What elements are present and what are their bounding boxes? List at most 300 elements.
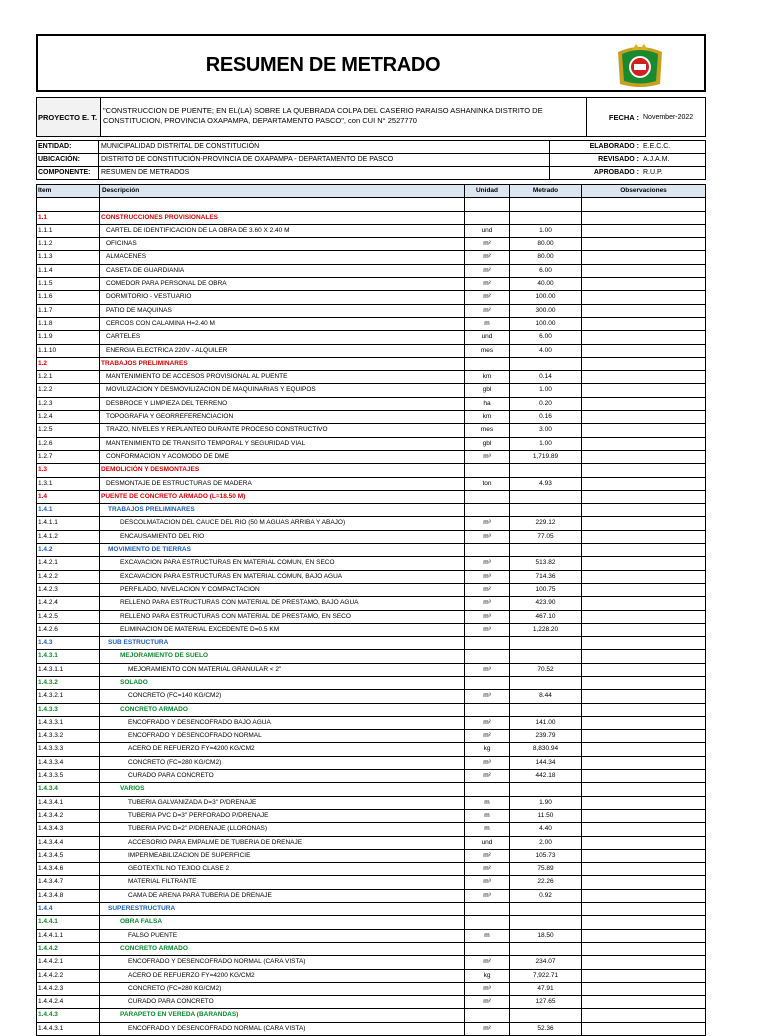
table-row	[37, 544, 705, 557]
row-description: CONSTRUCCIONES PROVISIONALES	[99, 212, 464, 224]
table-row	[37, 278, 705, 291]
row-observations	[581, 876, 705, 888]
row-observations	[581, 757, 705, 769]
row-description: PERFILADO, NIVELACION Y COMPACTACION	[99, 584, 464, 596]
table-row	[37, 876, 705, 889]
table-row	[37, 491, 705, 504]
row-unit: m²	[464, 265, 509, 277]
row-metrado: 0.16	[509, 411, 581, 423]
table-row	[37, 1009, 705, 1022]
row-observations	[581, 624, 705, 636]
table-row	[37, 571, 705, 584]
row-item: 1.1.4	[38, 266, 53, 274]
row-metrado: 3.00	[509, 424, 581, 436]
row-observations	[581, 424, 705, 436]
row-observations	[581, 345, 705, 357]
row-item: 1.1.10	[38, 346, 57, 354]
row-unit: m³	[464, 597, 509, 609]
row-description: ENERGIA ELECTRICA 220V - ALQUILER	[99, 345, 464, 357]
row-description: MOVILIZACION Y DESMOVILIZACION DE MAQUINARIAS Y EQUIPOS	[99, 384, 464, 396]
table-row	[37, 704, 705, 717]
row-item: 1.4.3.3.5	[38, 772, 64, 780]
row-observations	[581, 1023, 705, 1035]
table-row	[37, 837, 705, 850]
row-unit	[464, 903, 509, 915]
row-description: DORMITORIO - VESTUARIO	[99, 291, 464, 303]
table-row	[37, 265, 705, 278]
row-unit: m³	[464, 876, 509, 888]
row-item: 1.4.3.4.4	[38, 838, 64, 846]
row-observations	[581, 783, 705, 795]
row-item: 1.4.3	[38, 639, 53, 647]
document-sheet	[36, 34, 706, 1036]
row-observations	[581, 943, 705, 955]
row-item: 1.4.3.1	[38, 652, 58, 660]
row-metrado: 2.00	[509, 837, 581, 849]
row-metrado: 8,830.94	[509, 743, 581, 755]
table-row	[37, 411, 705, 424]
row-item: 1.4.3.3.2	[38, 732, 64, 740]
header-description: Descripción	[99, 185, 464, 197]
row-metrado: 100.00	[509, 291, 581, 303]
row-unit: m	[464, 823, 509, 835]
row-description: CARTELES	[99, 331, 464, 343]
row-metrado: 7,922.71	[509, 970, 581, 982]
table-row	[37, 783, 705, 796]
row-observations	[581, 358, 705, 370]
row-metrado: 1,228.20	[509, 624, 581, 636]
row-unit: m	[464, 930, 509, 942]
row-item: 1.3.1	[38, 479, 53, 487]
table-header	[37, 185, 705, 198]
row-unit	[464, 198, 509, 210]
table-row	[37, 611, 705, 624]
row-observations	[581, 983, 705, 995]
row-unit: mes	[464, 345, 509, 357]
table-row	[37, 504, 705, 517]
row-item: 1.4.3.3.1	[38, 718, 64, 726]
row-observations	[581, 916, 705, 928]
row-unit: und	[464, 331, 509, 343]
row-item: 1.4.2	[38, 546, 53, 554]
date-label: FECHA :	[586, 98, 641, 136]
row-metrado	[509, 504, 581, 516]
row-unit: kg	[464, 743, 509, 755]
row-unit	[464, 464, 509, 476]
info-right-value: A.J.A.M.	[643, 156, 670, 163]
row-unit	[464, 916, 509, 928]
row-unit	[464, 358, 509, 370]
row-item: 1.4.3.3.4	[38, 758, 64, 766]
info-label: ENTIDAD:	[37, 141, 99, 153]
row-description: DESMONTAJE DE ESTRUCTURAS DE MADERA	[99, 478, 464, 490]
row-description: TOPOGRAFIA Y GEORREFERENCIACION	[99, 411, 464, 423]
row-observations	[581, 384, 705, 396]
table-row	[37, 664, 705, 677]
row-description: EXCAVACION PARA ESTRUCTURAS EN MATERIAL COMUN, EN SECO	[99, 557, 464, 569]
row-item: 1.4.4.2.3	[38, 984, 64, 992]
row-item: 1.4.2.5	[38, 612, 58, 620]
row-observations	[581, 797, 705, 809]
row-metrado: 6.00	[509, 331, 581, 343]
row-metrado: 8.44	[509, 690, 581, 702]
row-unit: mes	[464, 424, 509, 436]
row-metrado	[509, 783, 581, 795]
table-row	[37, 464, 705, 477]
row-metrado: 1.00	[509, 225, 581, 237]
row-metrado: 100.00	[509, 318, 581, 330]
row-metrado: 234.07	[509, 956, 581, 968]
row-metrado: 141.00	[509, 717, 581, 729]
row-unit: m³	[464, 571, 509, 583]
row-item: 1.4.4.2	[38, 944, 58, 952]
row-unit: m	[464, 318, 509, 330]
row-observations	[581, 956, 705, 968]
row-metrado: 4.93	[509, 478, 581, 490]
row-description: CAMA DE ARENA PARA TUBERIA DE DRENAJE	[99, 890, 464, 902]
row-description: SUPERESTRUCTURA	[99, 903, 464, 915]
row-description: CERCOS CON CALAMINA H=2.40 M	[99, 318, 464, 330]
row-description: DESBROCE Y LIMPIEZA DEL TERRENO	[99, 398, 464, 410]
header-observations: Observaciones	[581, 185, 705, 197]
row-description: ACERO DE REFUERZO FY=4200 KG/CM2	[99, 970, 464, 982]
row-observations	[581, 464, 705, 476]
project-description: "CONSTRUCCION DE PUENTE; EN EL(LA) SOBRE LA QUEBRADA COLPA DEL CASERIO PARAISO ASHANINKA DISTRITO DE CONSTITUCION, PROVINCIA OXAPAMPA, DEPARTAMENTO PASCO", con CUI N° 2527770	[103, 106, 543, 125]
row-metrado: 423.90	[509, 597, 581, 609]
row-unit: m²	[464, 717, 509, 729]
row-description: CONCRETO (FC=280 KG/CM2)	[99, 757, 464, 769]
table-row	[37, 291, 705, 304]
info-right-value: R.U.P.	[643, 169, 663, 176]
row-unit: und	[464, 225, 509, 237]
row-unit: m³	[464, 531, 509, 543]
row-observations	[581, 305, 705, 317]
row-description: OFICINAS	[99, 238, 464, 250]
table-row	[37, 956, 705, 969]
row-observations	[581, 611, 705, 623]
row-observations	[581, 650, 705, 662]
row-metrado	[509, 916, 581, 928]
row-metrado: 52.36	[509, 1023, 581, 1035]
row-unit: m²	[464, 238, 509, 250]
row-observations	[581, 278, 705, 290]
row-description: VARIOS	[99, 783, 464, 795]
table-row	[37, 305, 705, 318]
row-item: 1.1.7	[38, 306, 53, 314]
row-metrado: 0.14	[509, 371, 581, 383]
row-description: ELIMINACION DE MATERIAL EXCEDENTE D=0.5 KM	[99, 624, 464, 636]
row-item: 1.4.2.4	[38, 599, 58, 607]
table-row	[37, 916, 705, 929]
row-unit: m³	[464, 517, 509, 529]
row-item: 1.1.6	[38, 293, 53, 301]
row-item: 1.4.2.1	[38, 559, 58, 567]
row-observations	[581, 251, 705, 263]
table-row	[37, 424, 705, 437]
row-item: 1.4.3.3.3	[38, 745, 64, 753]
row-observations	[581, 291, 705, 303]
row-metrado: 80.00	[509, 238, 581, 250]
row-metrado: 513.82	[509, 557, 581, 569]
row-unit: km	[464, 371, 509, 383]
row-observations	[581, 198, 705, 210]
row-observations	[581, 717, 705, 729]
row-description: TRAZO, NIVELES Y REPLANTEO DURANTE PROCESO CONSTRUCTIVO	[99, 424, 464, 436]
row-description: ENCAUSAMIENTO DEL RIO	[99, 531, 464, 543]
table-row	[37, 438, 705, 451]
row-metrado: 1,719.89	[509, 451, 581, 463]
row-metrado: 467.10	[509, 611, 581, 623]
row-description: ACCESORIO PARA EMPALME DE TUBERIA DE DRENAJE	[99, 837, 464, 849]
row-item: 1.4.4.1.1	[38, 931, 64, 939]
table-row	[37, 743, 705, 756]
row-description	[99, 198, 464, 210]
row-metrado: 40.00	[509, 278, 581, 290]
info-row-ubicacion	[37, 154, 705, 167]
row-item: 1.4.3.4.2	[38, 811, 64, 819]
row-unit: ha	[464, 398, 509, 410]
row-item: 1.4.4.2.1	[38, 958, 64, 966]
row-metrado: 127.65	[509, 996, 581, 1008]
row-description: TUBERIA GALVANIZADA D=3" P/DRENAJE	[99, 797, 464, 809]
table-row	[37, 384, 705, 397]
row-unit: m³	[464, 624, 509, 636]
row-description: TRABAJOS PRELIMINARES	[99, 504, 464, 516]
row-description: MEJORAMIENTO CON MATERIAL GRANULAR < 2"	[99, 664, 464, 676]
table-row	[37, 358, 705, 371]
row-unit: m²	[464, 996, 509, 1008]
row-item: 1.4.4.3.1	[38, 1024, 64, 1032]
row-description: RELLENO PARA ESTRUCTURAS CON MATERIAL DE PRESTAMO, EN SECO	[99, 611, 464, 623]
table-row	[37, 251, 705, 264]
row-item: 1.4.1	[38, 506, 53, 514]
row-description: IMPERMEABILIZACION DE SUPERFICIE	[99, 850, 464, 862]
row-metrado: 80.00	[509, 251, 581, 263]
row-metrado	[509, 198, 581, 210]
row-description: EXCAVACION PARA ESTRUCTURAS EN MATERIAL COMUN, BAJO AGUA	[99, 571, 464, 583]
row-description: TRABAJOS PRELIMINARES	[99, 358, 464, 370]
row-unit: km	[464, 411, 509, 423]
row-unit: m²	[464, 730, 509, 742]
row-item: 1.4.3.4.3	[38, 825, 64, 833]
row-description: PARAPETO EN VEREDA (BARANDAS)	[99, 1009, 464, 1021]
row-item: 1.4.4.2.2	[38, 971, 64, 979]
row-description: MATERIAL FILTRANTE	[99, 876, 464, 888]
row-description: RELLENO PARA ESTRUCTURAS CON MATERIAL DE PRESTAMO, BAJO AGUA	[99, 597, 464, 609]
row-unit	[464, 544, 509, 556]
row-description: OBRA FALSA	[99, 916, 464, 928]
row-unit	[464, 504, 509, 516]
info-value: DISTRITO DE CONSTITUCIÓN-PROVINCIA DE OXAPAMPA - DEPARTAMENTO DE PASCO	[101, 156, 394, 163]
row-observations	[581, 730, 705, 742]
row-unit: m	[464, 797, 509, 809]
info-value: RESUMEN DE METRADOS	[101, 169, 190, 176]
row-metrado	[509, 464, 581, 476]
row-item: 1.1.5	[38, 280, 53, 288]
row-item: 1.2.3	[38, 399, 53, 407]
row-observations	[581, 850, 705, 862]
row-description: FALSO PUENTE	[99, 930, 464, 942]
row-description: PATIO DE MAQUINAS	[99, 305, 464, 317]
row-description: TUBERIA PVC D=3" PERFORADO P/DRENAJE	[99, 810, 464, 822]
row-description: MANTENIMIENTO DE ACCESOS PROVISIONAL AL PUENTE	[99, 371, 464, 383]
row-observations	[581, 212, 705, 224]
table-row	[37, 318, 705, 331]
info-row-componente	[37, 167, 705, 179]
row-metrado: 11.50	[509, 810, 581, 822]
row-observations	[581, 677, 705, 689]
row-metrado	[509, 903, 581, 915]
row-item: 1.1.1	[38, 226, 53, 234]
row-item: 1.2	[38, 359, 48, 367]
row-observations	[581, 398, 705, 410]
row-metrado	[509, 677, 581, 689]
table-row	[37, 225, 705, 238]
row-description: ALMACENES	[99, 251, 464, 263]
row-metrado: 1.00	[509, 384, 581, 396]
row-observations	[581, 265, 705, 277]
table-row	[37, 757, 705, 770]
row-metrado: 0.20	[509, 398, 581, 410]
row-observations	[581, 371, 705, 383]
row-metrado: 6.00	[509, 265, 581, 277]
row-item: 1.4	[38, 492, 48, 500]
row-description: GEOTEXTIL NO TEJIDO CLASE 2	[99, 863, 464, 875]
row-item: 1.1	[38, 213, 48, 221]
table-row	[37, 345, 705, 358]
row-observations	[581, 438, 705, 450]
row-observations	[581, 970, 705, 982]
row-metrado: 18.50	[509, 930, 581, 942]
row-item: 1.2.5	[38, 426, 53, 434]
row-unit: m³	[464, 890, 509, 902]
row-metrado: 229.12	[509, 517, 581, 529]
table-row	[37, 198, 705, 211]
row-metrado: 442.18	[509, 770, 581, 782]
row-observations	[581, 225, 705, 237]
table-row	[37, 557, 705, 570]
row-description: ENCOFRADO Y DESENCOFRADO BAJO AGUA	[99, 717, 464, 729]
row-unit	[464, 650, 509, 662]
row-observations	[581, 318, 705, 330]
row-observations	[581, 690, 705, 702]
row-item: 1.4.1.2	[38, 532, 58, 540]
row-item: 1.2.4	[38, 413, 53, 421]
table-row	[37, 770, 705, 783]
row-item: 1.4.1.1	[38, 519, 58, 527]
row-unit: m³	[464, 611, 509, 623]
table-row	[37, 650, 705, 663]
row-observations	[581, 996, 705, 1008]
row-observations	[581, 1009, 705, 1021]
info-label: UBICACIÓN:	[37, 154, 99, 166]
row-item: 1.4.4.1	[38, 918, 58, 926]
row-item: 1.4.3.4.7	[38, 878, 64, 886]
row-unit: m²	[464, 291, 509, 303]
row-description: ENCOFRADO Y DESENCOFRADO NORMAL (CARA VISTA)	[99, 1023, 464, 1035]
row-observations	[581, 890, 705, 902]
row-observations	[581, 544, 705, 556]
row-description: MEJORAMIENTO DE SUELO	[99, 650, 464, 662]
row-observations	[581, 637, 705, 649]
row-item: 1.4.2.2	[38, 572, 58, 580]
row-metrado: 0.92	[509, 890, 581, 902]
table-row	[37, 930, 705, 943]
row-unit	[464, 943, 509, 955]
row-observations	[581, 411, 705, 423]
table-row	[37, 903, 705, 916]
row-metrado: 22.26	[509, 876, 581, 888]
table-row	[37, 371, 705, 384]
table-row	[37, 624, 705, 637]
row-item: 1.1.9	[38, 333, 53, 341]
table-row	[37, 331, 705, 344]
row-unit: gbl	[464, 438, 509, 450]
row-description: CONFORMACION Y ACOMODO DE DME	[99, 451, 464, 463]
row-description: DESCOLMATACION DEL CAUCE DEL RIO (50 M AGUAS ARRIBA Y ABAJO)	[99, 517, 464, 529]
table-row	[37, 531, 705, 544]
row-metrado	[509, 212, 581, 224]
row-metrado	[509, 358, 581, 370]
row-observations	[581, 451, 705, 463]
title-box	[36, 34, 706, 92]
row-description: COMEDOR PARA PERSONAL DE OBRA	[99, 278, 464, 290]
table-row	[37, 637, 705, 650]
row-item: 1.4.4	[38, 905, 53, 913]
row-item: 1.4.4.2.4	[38, 998, 64, 1006]
table-row	[37, 717, 705, 730]
row-unit: und	[464, 837, 509, 849]
row-metrado: 144.34	[509, 757, 581, 769]
row-unit: m³	[464, 557, 509, 569]
row-observations	[581, 903, 705, 915]
row-metrado: 1.90	[509, 797, 581, 809]
row-observations	[581, 584, 705, 596]
row-metrado: 4.40	[509, 823, 581, 835]
row-observations	[581, 930, 705, 942]
row-metrado	[509, 943, 581, 955]
row-observations	[581, 664, 705, 676]
info-right-label: REVISADO :	[549, 154, 641, 166]
row-description: MOVIMIENTO DE TIERRAS	[99, 544, 464, 556]
row-unit: m²	[464, 251, 509, 263]
row-description: CARTEL DE IDENTIFICACION DE LA OBRA DE 3.60 X 2.40 M	[99, 225, 464, 237]
row-item: 1.2.7	[38, 452, 53, 460]
row-observations	[581, 504, 705, 516]
row-unit: m²	[464, 278, 509, 290]
header-unit: Unidad	[464, 185, 509, 197]
row-observations	[581, 743, 705, 755]
row-unit	[464, 704, 509, 716]
row-observations	[581, 810, 705, 822]
row-unit	[464, 212, 509, 224]
row-item: 1.2.6	[38, 439, 53, 447]
row-observations	[581, 571, 705, 583]
row-item: 1.4.3.4	[38, 785, 58, 793]
table-row	[37, 451, 705, 464]
row-item	[37, 198, 99, 210]
row-metrado: 714.36	[509, 571, 581, 583]
row-item: 1.3	[38, 466, 48, 474]
row-description: MANTENIMIENTO DE TRANSITO TEMPORAL Y SEGURIDAD VIAL	[99, 438, 464, 450]
row-metrado: 47.91	[509, 983, 581, 995]
table-row	[37, 797, 705, 810]
row-metrado: 75.89	[509, 863, 581, 875]
info-right-label: APROBADO :	[549, 167, 641, 179]
row-item: 1.1.2	[38, 240, 53, 248]
table-row	[37, 1023, 705, 1035]
row-unit: ton	[464, 478, 509, 490]
